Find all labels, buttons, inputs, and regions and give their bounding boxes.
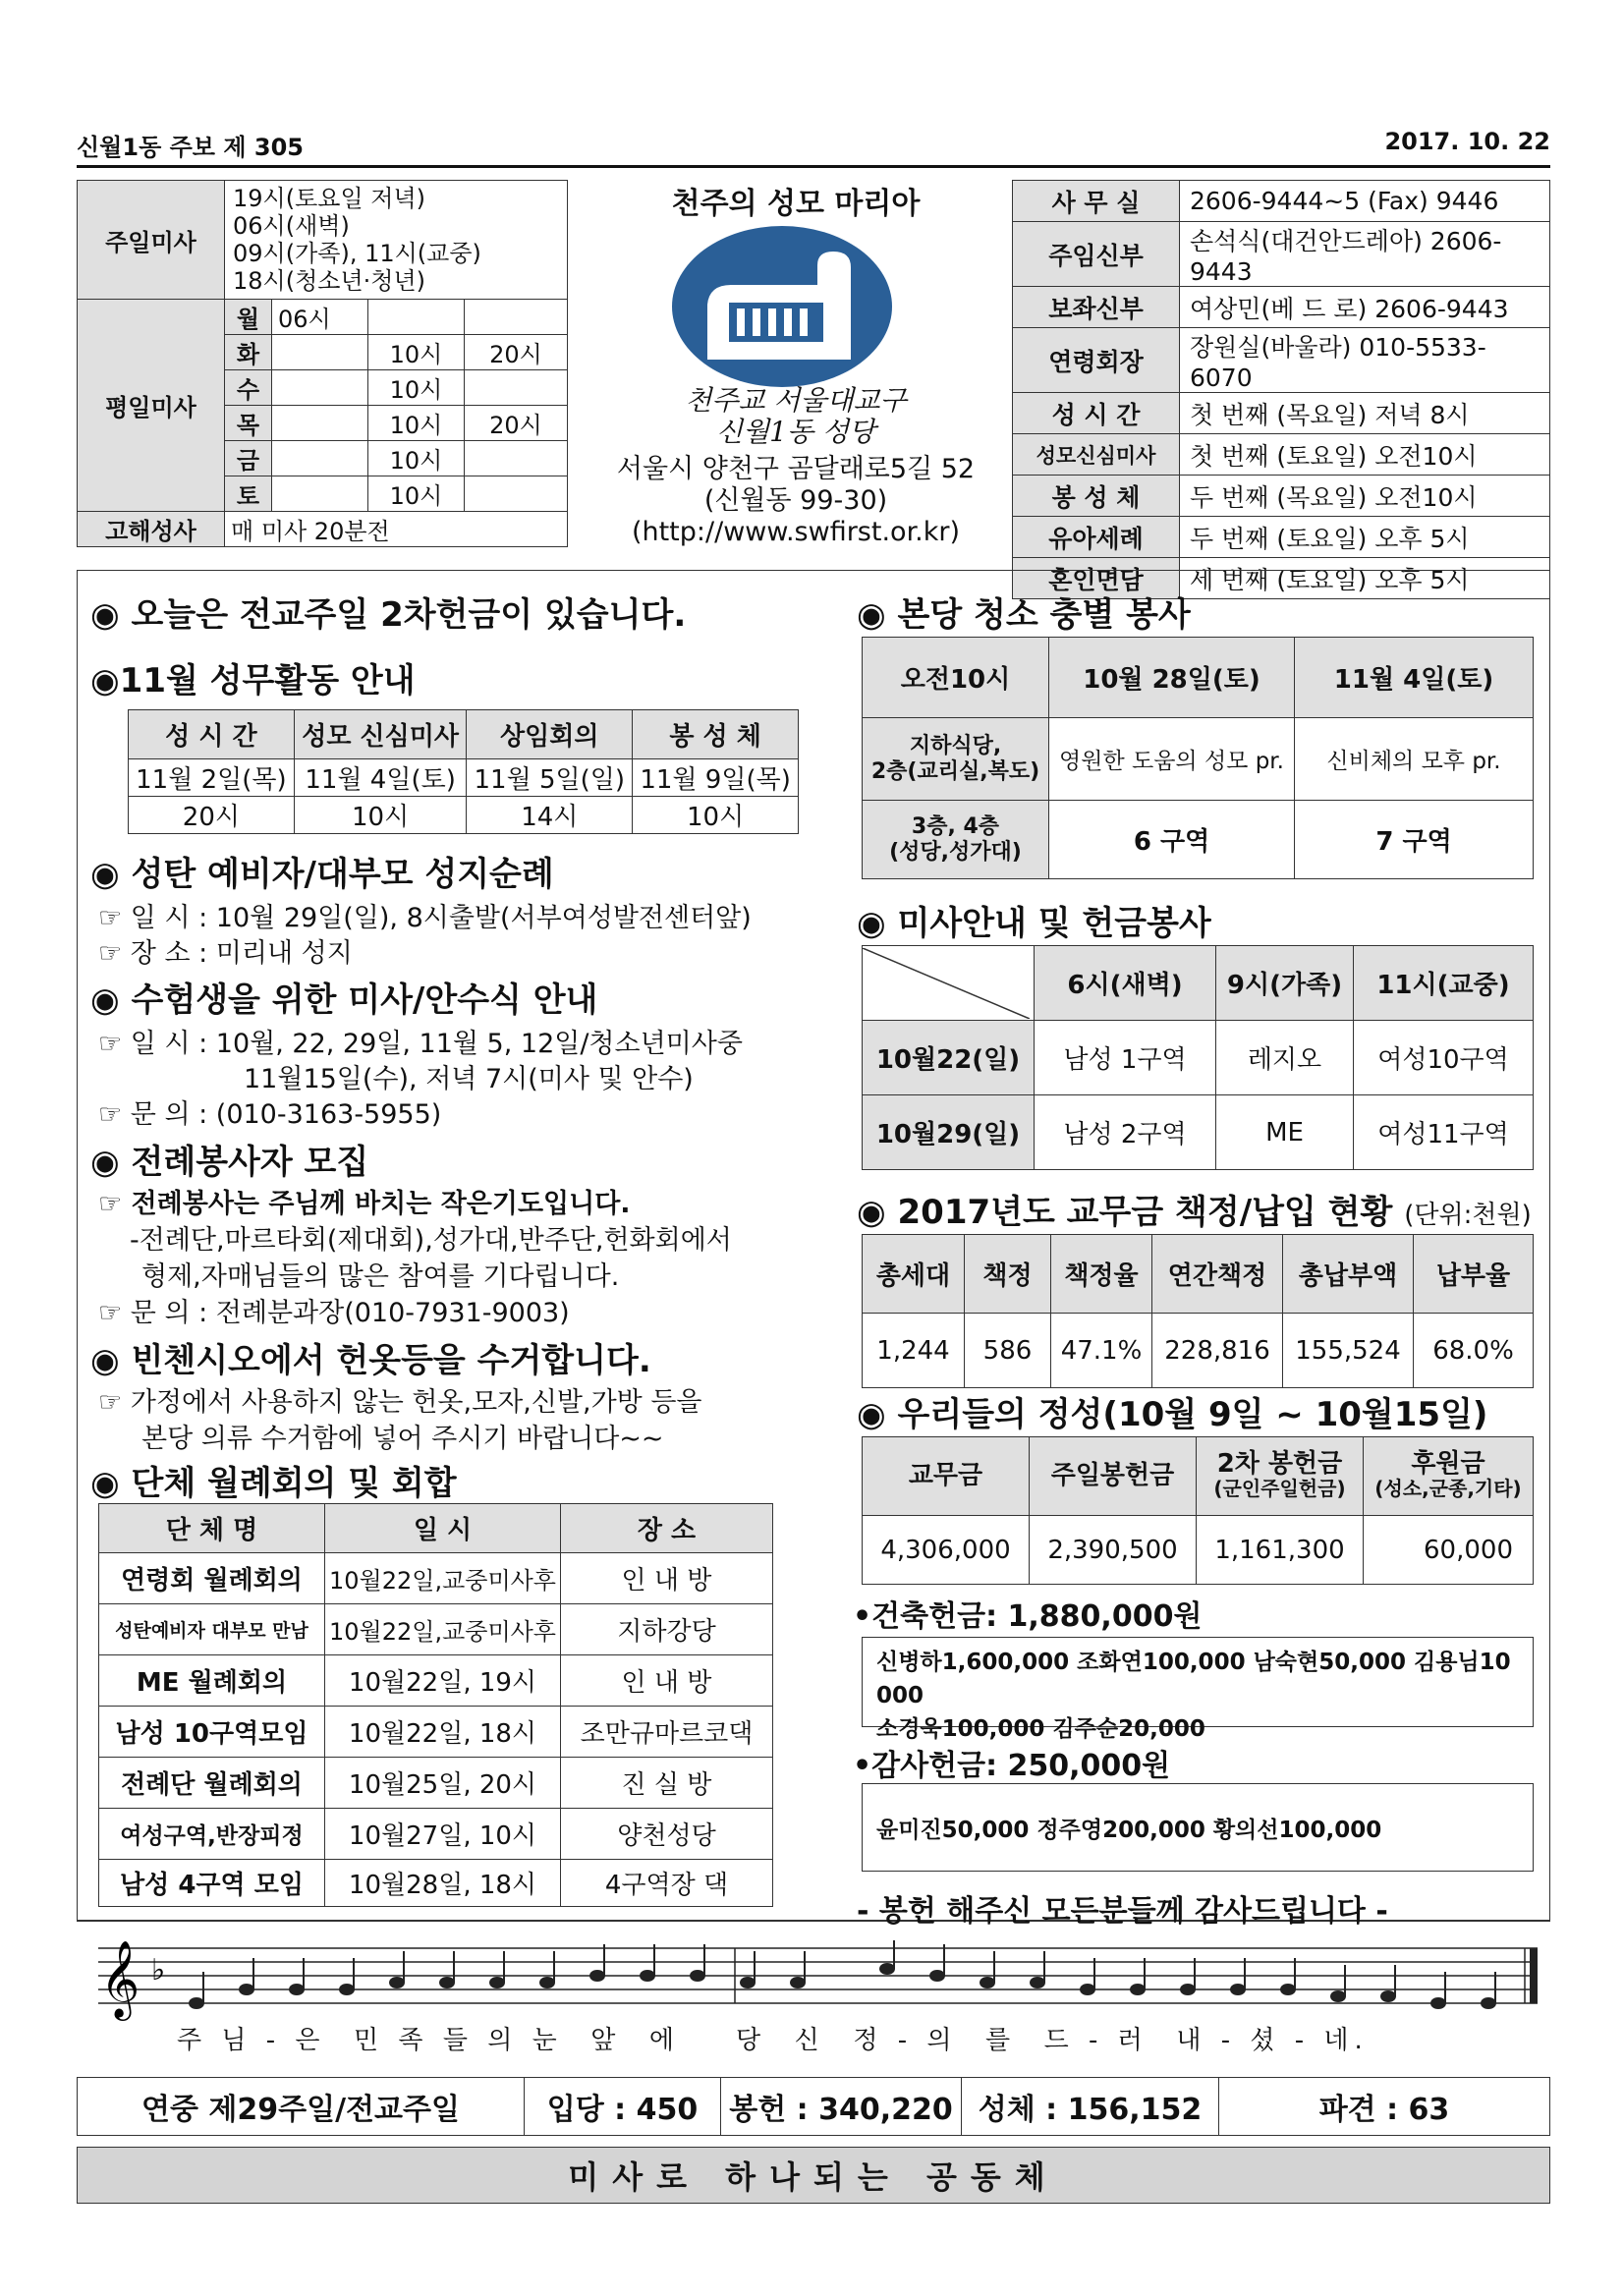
closing-thanks: - 봉헌 해주신 모든분들께 감사드립니다 - bbox=[857, 1894, 1388, 1929]
building-fund-box bbox=[862, 1637, 1534, 1742]
nov-time: 20시 bbox=[129, 797, 295, 834]
contact-value: 첫 번째 (목요일) 저녁 8시 bbox=[1180, 393, 1550, 434]
weekday-mass-label: 평일미사 bbox=[78, 300, 225, 512]
music-note-icon bbox=[340, 1985, 354, 1994]
floor-line: (성당,성가대) bbox=[889, 839, 1022, 865]
mass-header: 9시(가족) bbox=[1216, 946, 1354, 1021]
offering-header-line: 2차 봉헌금 bbox=[1216, 1448, 1343, 1479]
dues-header: 납부율 bbox=[1414, 1235, 1534, 1314]
music-note-icon bbox=[490, 1978, 504, 1988]
confession-value: 매 미사 20분전 bbox=[225, 512, 568, 547]
nov-time: 10시 bbox=[633, 797, 799, 834]
music-note-icon bbox=[1081, 1985, 1094, 1994]
music-note-icon bbox=[1281, 1985, 1295, 1994]
meeting-group: 성탄예비자 대부모 만남 bbox=[99, 1604, 325, 1655]
dues-value: 1,244 bbox=[863, 1314, 965, 1388]
liturgy-contact: ☞ 문 의 : 전례분과장(010-7931-9003) bbox=[98, 1298, 570, 1328]
mass-offering-title: ◉ 미사안내 및 헌금봉사 bbox=[857, 904, 1211, 943]
offering-value: 2,390,500 bbox=[1030, 1516, 1197, 1585]
music-note-icon bbox=[691, 1971, 704, 1981]
nov-header: 봉 성 체 bbox=[633, 710, 799, 759]
mass-server: ME bbox=[1216, 1095, 1354, 1170]
dues-title-text: ◉ 2017년도 교무금 책정/납입 현황 bbox=[857, 1193, 1393, 1232]
parish-url: (http://www.swfirst.or.kr) bbox=[631, 517, 961, 547]
clothes-line2: 본당 의류 수거함에 넣어 주시기 바랍니다~~ bbox=[141, 1424, 664, 1454]
nov-date: 11월 5일(일) bbox=[467, 759, 633, 797]
meeting-time: 10월27일, 10시 bbox=[325, 1809, 561, 1860]
offering-total: 봉헌 : 340,220 bbox=[721, 2078, 962, 2135]
notice-liturgy-title: ◉ 전례봉사자 모집 bbox=[90, 1143, 369, 1182]
meeting-group: 전례단 월례회의 bbox=[99, 1758, 325, 1809]
meeting-time: 10월22일, 18시 bbox=[325, 1707, 561, 1758]
floor-line: 지하식당, bbox=[909, 733, 1002, 758]
weekday-time: 10시 bbox=[368, 406, 465, 441]
sunday-mass-label: 주일미사 bbox=[78, 181, 225, 300]
cleaning-floor bbox=[863, 718, 1049, 801]
music-note-icon bbox=[1431, 1998, 1445, 2008]
nov-date: 11월 2일(목) bbox=[129, 759, 295, 797]
cleaning-table bbox=[862, 637, 1534, 879]
contact-value: 2606-9444~5 (Fax) 9446 bbox=[1180, 181, 1550, 222]
dues-value: 68.0% bbox=[1414, 1314, 1534, 1388]
meeting-place: 조만규마르코댁 bbox=[561, 1707, 773, 1758]
meeting-place: 지하강당 bbox=[561, 1604, 773, 1655]
contact-label: 보좌신부 bbox=[1013, 287, 1180, 328]
music-note-icon bbox=[791, 1978, 805, 1988]
weekday-time bbox=[465, 370, 568, 406]
offering-header: 주일봉헌금 bbox=[1030, 1437, 1197, 1516]
dues-header: 총납부액 bbox=[1283, 1235, 1414, 1314]
meeting-place: 양천성당 bbox=[561, 1809, 773, 1860]
weekday-time: 06시 bbox=[272, 300, 368, 335]
signature-line: 천주교 서울대교구 bbox=[685, 384, 907, 417]
offering-value: 4,306,000 bbox=[863, 1516, 1030, 1585]
nov-date: 11월 9일(목) bbox=[633, 759, 799, 797]
thanks-offering-title: •감사헌금: 250,000원 bbox=[853, 1749, 1171, 1783]
offering-header bbox=[1364, 1437, 1534, 1516]
liturgy-line2: -전례단,마르타회(제대회),성가대,반주단,헌화회에서 bbox=[130, 1225, 732, 1256]
contact-value: 세 번째 (토요일) 오후 5시 bbox=[1180, 558, 1550, 599]
notice-november-title: ◉11월 성무활동 안내 bbox=[90, 661, 416, 700]
music-note-icon bbox=[440, 1978, 454, 1988]
nov-header: 성 시 간 bbox=[129, 710, 295, 759]
contact-label: 성 시 간 bbox=[1013, 393, 1180, 434]
dues-value: 47.1% bbox=[1051, 1314, 1152, 1388]
contact-value: 두 번째 (목요일) 오전10시 bbox=[1180, 476, 1550, 517]
thanks-offering-box bbox=[862, 1783, 1534, 1872]
cleaning-floor bbox=[863, 801, 1049, 879]
notice-mission-sunday: ◉ 오늘은 전교주일 2차헌금이 있습니다. bbox=[90, 595, 687, 635]
parish-address bbox=[585, 454, 1007, 548]
music-note-icon bbox=[880, 1964, 894, 1974]
weekday-time: 10시 bbox=[368, 370, 465, 406]
contact-value: 두 번째 (토요일) 오후 5시 bbox=[1180, 517, 1550, 558]
thanks-donors: 윤미진50,000 정주영200,000 황의선100,000 bbox=[876, 1817, 1382, 1843]
cleaning-group: 영원한 도움의 성모 pr. bbox=[1049, 718, 1295, 801]
dues-header: 책정 bbox=[965, 1235, 1051, 1314]
dues-header: 연간책정 bbox=[1152, 1235, 1283, 1314]
mass-server: 남성 1구역 bbox=[1035, 1021, 1216, 1095]
music-note-icon bbox=[390, 1978, 404, 1988]
sunday-line: 06시(새벽) bbox=[233, 212, 350, 240]
cleaning-group: 7 구역 bbox=[1295, 801, 1534, 879]
notice-pilgrimage-title: ◉ 성탄 예비자/대부모 성지순례 bbox=[90, 855, 554, 894]
weekday-time: 20시 bbox=[465, 406, 568, 441]
exam-mass-date: ☞ 일 시 : 10월, 22, 29일, 11월 5, 12일/청소년미사중 bbox=[98, 1029, 743, 1059]
music-note-icon bbox=[1231, 1985, 1245, 1994]
parish-title: 천주의 성모 마리아 bbox=[671, 187, 921, 221]
dues-header: 총세대 bbox=[863, 1235, 965, 1314]
notice-clothes-title: ◉ 빈첸시오에서 헌옷등을 수거합니다. bbox=[90, 1341, 651, 1380]
meeting-time: 10월22일,교중미사후 bbox=[325, 1553, 561, 1604]
contact-value: 여상민(베 드 로) 2606-9443 bbox=[1180, 287, 1550, 328]
floor-line: 2층(교리실,복도) bbox=[870, 758, 1040, 784]
sunday-line: 18시(청소년·청년) bbox=[233, 267, 425, 295]
contact-label: 연령회장 bbox=[1013, 328, 1180, 393]
confession-label: 고해성사 bbox=[78, 512, 225, 547]
cleaning-header: 오전10시 bbox=[863, 638, 1049, 718]
contact-label: 봉 성 체 bbox=[1013, 476, 1180, 517]
offerings-title: ◉ 우리들의 정성(10월 9일 ~ 10월15일) bbox=[857, 1395, 1488, 1434]
dues-title bbox=[857, 1185, 1532, 1233]
offering-value: 1,161,300 bbox=[1197, 1516, 1364, 1585]
signature-line: 신월1동 성당 bbox=[716, 416, 875, 448]
floor-line: 3층, 4층 bbox=[911, 813, 1000, 839]
meeting-place: 진 실 방 bbox=[561, 1758, 773, 1809]
music-note-icon bbox=[1381, 1991, 1395, 2001]
meeting-group: 남성 4구역 모임 bbox=[99, 1860, 325, 1907]
nov-time: 14시 bbox=[467, 797, 633, 834]
treble-clef-icon: 𝄞 bbox=[100, 1940, 140, 2018]
sunday-line: 19시(토요일 저녁) bbox=[233, 185, 425, 212]
diagonal-line bbox=[863, 948, 1030, 1019]
flat-icon: ♭ bbox=[151, 1953, 166, 1988]
address-line: (신월동 99-30) bbox=[703, 485, 888, 516]
music-staff bbox=[98, 1940, 1547, 2025]
offering-header bbox=[1197, 1437, 1364, 1516]
contact-value: 손석식(대건안드레아) 2606-9443 bbox=[1180, 222, 1550, 287]
meeting-header: 단 체 명 bbox=[99, 1504, 325, 1553]
weekday-name: 월 bbox=[225, 300, 272, 335]
mass-date: 10월22(일) bbox=[863, 1021, 1035, 1095]
dues-value: 155,524 bbox=[1283, 1314, 1414, 1388]
liturgy-line1: ☞ 전례봉사는 주님께 바치는 작은기도입니다. bbox=[98, 1189, 631, 1219]
nov-time: 10시 bbox=[294, 797, 467, 834]
music-note-icon bbox=[1131, 1985, 1145, 1994]
weekday-time bbox=[465, 300, 568, 335]
weekday-time bbox=[368, 300, 465, 335]
communion-total: 성체 : 156,152 bbox=[962, 2078, 1219, 2135]
dues-value: 586 bbox=[965, 1314, 1051, 1388]
dues-value: 228,816 bbox=[1152, 1314, 1283, 1388]
building-fund-donors: 신병하1,600,000 조화연100,000 남숙현50,000 김용님10 000 bbox=[876, 1650, 1511, 1708]
weekday-time bbox=[465, 476, 568, 512]
dues-unit: (단위:천원) bbox=[1404, 1201, 1532, 1230]
mass-offering-table bbox=[862, 945, 1534, 1170]
nov-header: 성모 신심미사 bbox=[294, 710, 467, 759]
music-note-icon bbox=[1031, 1978, 1044, 1988]
weekday-name: 목 bbox=[225, 406, 272, 441]
cleaning-header: 11월 4일(토) bbox=[1295, 638, 1534, 718]
weekday-time bbox=[272, 476, 368, 512]
music-note-icon bbox=[930, 1971, 944, 1981]
meeting-place: 4구역장 댁 bbox=[561, 1860, 773, 1907]
sunday-mass-times bbox=[225, 181, 568, 300]
offerings-table bbox=[862, 1436, 1534, 1585]
music-note-icon bbox=[1331, 1991, 1345, 2001]
weekday-name: 화 bbox=[225, 335, 272, 370]
dismissal-count: 파견 : 63 bbox=[1318, 2093, 1450, 2127]
music-note-icon bbox=[980, 1978, 994, 1988]
parish-logo-icon bbox=[670, 224, 894, 389]
mass-schedule-table bbox=[77, 180, 568, 547]
dues-table bbox=[862, 1234, 1534, 1388]
meeting-group: ME 월례회의 bbox=[99, 1655, 325, 1707]
contact-label: 혼인면담 bbox=[1013, 558, 1180, 599]
music-note-icon bbox=[240, 1985, 253, 1994]
meeting-place: 인 내 방 bbox=[561, 1553, 773, 1604]
meeting-time: 10월28일, 18시 bbox=[325, 1860, 561, 1907]
mass-header: 6시(새벽) bbox=[1035, 946, 1216, 1021]
contact-label: 성모신심미사 bbox=[1013, 434, 1180, 476]
mass-header: 11시(교중) bbox=[1354, 946, 1534, 1021]
header-rule bbox=[77, 165, 1550, 168]
building-fund-title: •건축헌금: 1,880,000원 bbox=[853, 1599, 1203, 1634]
contact-value: 장원실(바울라) 010-5533-6070 bbox=[1180, 328, 1550, 393]
contact-value: 첫 번째 (토요일) 오전10시 bbox=[1180, 434, 1550, 476]
meetings-table bbox=[98, 1503, 773, 1907]
meeting-group: 여성구역,반장피정 bbox=[99, 1809, 325, 1860]
exam-mass-contact: ☞ 문 의 : (010-3163-5955) bbox=[98, 1099, 442, 1130]
parish-signature bbox=[648, 385, 943, 448]
clothes-line1: ☞ 가정에서 사용하지 않는 헌옷,모자,신발,가방 등을 bbox=[98, 1387, 702, 1418]
weekday-time: 10시 bbox=[368, 335, 465, 370]
music-note-icon bbox=[190, 1998, 203, 2008]
offering-value: 60,000 bbox=[1364, 1516, 1534, 1585]
contact-label: 유아세례 bbox=[1013, 517, 1180, 558]
contact-label: 주임신부 bbox=[1013, 222, 1180, 287]
cleaning-group: 신비체의 모후 pr. bbox=[1295, 718, 1534, 801]
address-line: 서울시 양천구 곰달래로5길 52 bbox=[616, 454, 976, 484]
mass-server: 여성11구역 bbox=[1354, 1095, 1534, 1170]
weekday-time: 20시 bbox=[465, 335, 568, 370]
meeting-time: 10월22일,교중미사후 bbox=[325, 1604, 561, 1655]
mass-server: 레지오 bbox=[1216, 1021, 1354, 1095]
liturgical-week: 연중 제29주일/전교주일 bbox=[78, 2078, 525, 2135]
offering-header: 교무금 bbox=[863, 1437, 1030, 1516]
liturgy-line3: 형제,자매님들의 많은 참여를 기다립니다. bbox=[141, 1261, 620, 1292]
music-note-icon bbox=[741, 1978, 755, 1988]
nov-header: 상임회의 bbox=[467, 710, 633, 759]
nov-date: 11월 4일(토) bbox=[294, 759, 467, 797]
contacts-table bbox=[1012, 180, 1550, 599]
november-table bbox=[128, 709, 799, 834]
mass-server: 여성10구역 bbox=[1354, 1021, 1534, 1095]
music-note-icon bbox=[540, 1978, 554, 1988]
music-note-icon bbox=[590, 1971, 604, 1981]
contact-label: 사 무 실 bbox=[1013, 181, 1180, 222]
weekday-time bbox=[272, 335, 368, 370]
weekday-time bbox=[272, 441, 368, 476]
cleaning-group: 6 구역 bbox=[1049, 801, 1295, 879]
weekday-time bbox=[272, 406, 368, 441]
meeting-place: 인 내 방 bbox=[561, 1655, 773, 1707]
offering-header-line: (성소,군종,기타) bbox=[1374, 1476, 1522, 1500]
meeting-group: 연령회 월례회의 bbox=[99, 1553, 325, 1604]
weekday-time bbox=[465, 441, 568, 476]
hymn-lyrics: 주 님 - 은 민 족 들 의 눈 앞 에 당 신 정 - 의 를 드 - 러 내 - 셨 - 네. bbox=[177, 2026, 1369, 2055]
pilgrimage-date: ☞ 일 시 : 10월 29일(일), 8시출발(서부여성발전센터앞) bbox=[98, 903, 752, 933]
bulletin-date: 2017. 10. 22 bbox=[1384, 128, 1550, 155]
pilgrimage-place: ☞ 장 소 : 미리내 성지 bbox=[98, 938, 353, 969]
building-fund-donors: 소경욱100,000 김주순20,000 bbox=[876, 1716, 1205, 1742]
bulletin-issue: 신월1동 주보 제 305 bbox=[77, 134, 304, 161]
music-note-icon bbox=[1482, 1998, 1495, 2008]
footer-motto: 미사로 하나되는 공동체 bbox=[77, 2147, 1550, 2204]
notice-exam-mass-title: ◉ 수험생을 위한 미사/안수식 안내 bbox=[90, 980, 598, 1020]
weekday-name: 금 bbox=[225, 441, 272, 476]
cleaning-header: 10월 28일(토) bbox=[1049, 638, 1295, 718]
meeting-group: 남성 10구역모임 bbox=[99, 1707, 325, 1758]
cleaning-title: ◉ 본당 청소 충별 봉사 bbox=[857, 595, 1191, 635]
mass-server: 남성 2구역 bbox=[1035, 1095, 1216, 1170]
music-note-icon bbox=[641, 1971, 654, 1981]
stats-strip bbox=[77, 2077, 1550, 2136]
offering-header-line: 후원금 bbox=[1411, 1448, 1485, 1479]
meeting-time: 10월22일, 19시 bbox=[325, 1655, 561, 1707]
music-note-icon bbox=[1181, 1985, 1195, 1994]
weekday-time: 10시 bbox=[368, 476, 465, 512]
attendance-count: 입당 : 450 bbox=[525, 2078, 721, 2135]
dues-header: 책정율 bbox=[1051, 1235, 1152, 1314]
exam-mass-date2: 11월15일(수), 저녁 7시(미사 및 안수) bbox=[244, 1064, 694, 1094]
meeting-header: 장 소 bbox=[561, 1504, 773, 1553]
weekday-time bbox=[272, 370, 368, 406]
diagonal-cell bbox=[863, 946, 1035, 1021]
meeting-time: 10월25일, 20시 bbox=[325, 1758, 561, 1809]
sunday-line: 09시(가족), 11시(교중) bbox=[233, 240, 481, 267]
offering-header-line: (군인주일헌금) bbox=[1213, 1476, 1346, 1500]
weekday-name: 토 bbox=[225, 476, 272, 512]
weekday-time: 10시 bbox=[368, 441, 465, 476]
weekday-name: 수 bbox=[225, 370, 272, 406]
mass-date: 10월29(일) bbox=[863, 1095, 1035, 1170]
meeting-header: 일 시 bbox=[325, 1504, 561, 1553]
notice-meetings-title: ◉ 단체 월례회의 및 회합 bbox=[90, 1464, 457, 1503]
music-note-icon bbox=[290, 1985, 304, 1994]
